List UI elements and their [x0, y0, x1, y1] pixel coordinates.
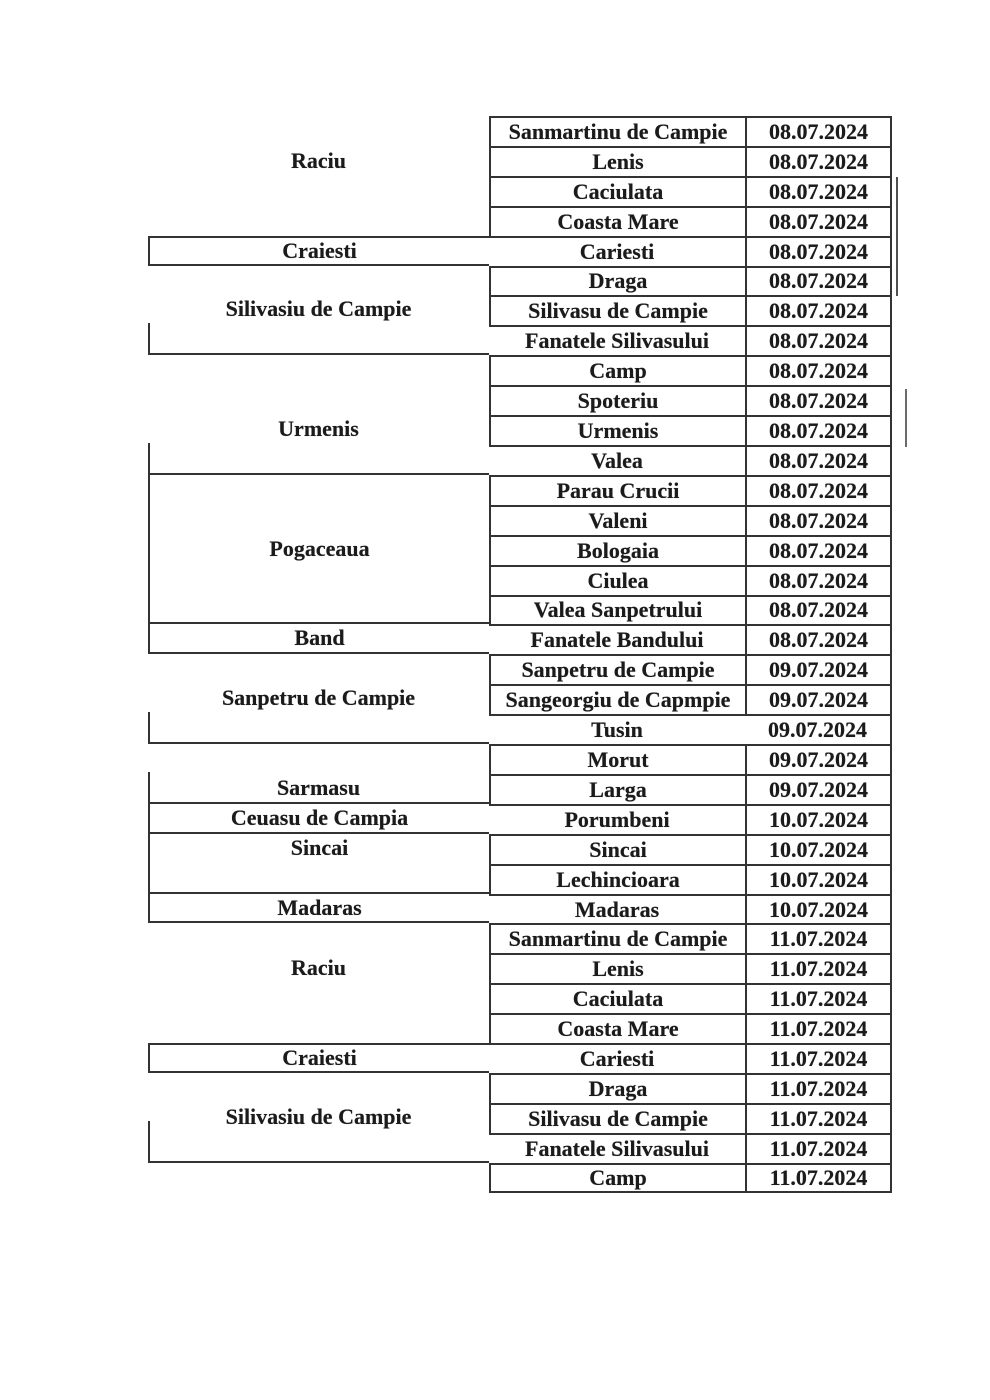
- date-cell: 09.07.2024: [745, 654, 892, 684]
- commune-label: Ceuasu de Campia: [230, 804, 409, 830]
- village-cell: Valeni: [489, 505, 745, 535]
- date-cell: 10.07.2024: [745, 834, 892, 864]
- date-cell: 08.07.2024: [745, 535, 892, 565]
- commune-cell: [148, 1073, 489, 1163]
- village-cell: Coasta Mare: [489, 1013, 745, 1043]
- village-cell: Bologaia: [489, 535, 745, 565]
- commune-label: Silivasiu de Campie: [225, 1103, 412, 1129]
- commune-cell-empty: [148, 1163, 489, 1193]
- village-cell: Cariesti: [489, 1043, 745, 1073]
- date-cell: 11.07.2024: [745, 953, 892, 983]
- village-cell: Larga: [489, 774, 745, 804]
- commune-cell: [148, 894, 489, 924]
- date-cell: 11.07.2024: [745, 923, 892, 953]
- village-cell: Lenis: [489, 953, 745, 983]
- village-cell: Lechincioara: [489, 864, 745, 894]
- village-cell: Sanmartinu de Campie: [489, 116, 745, 146]
- village-cell: Morut: [489, 744, 745, 774]
- date-cell: 08.07.2024: [745, 475, 892, 505]
- date-cell: 08.07.2024: [745, 565, 892, 595]
- date-cell: 08.07.2024: [745, 206, 892, 236]
- village-cell: Caciulata: [489, 176, 745, 206]
- commune-cell: [148, 624, 489, 654]
- commune-label: Raciu: [291, 147, 346, 173]
- commune-cell: [148, 236, 489, 266]
- date-cell: 09.07.2024: [745, 774, 892, 804]
- commune-label: Madaras: [277, 894, 362, 920]
- date-cell: 10.07.2024: [745, 864, 892, 894]
- village-cell: Draga: [489, 266, 745, 296]
- village-cell: Sanpetru de Campie: [489, 654, 745, 684]
- date-cell: 08.07.2024: [745, 116, 892, 146]
- commune-label: Sarmasu: [276, 774, 361, 800]
- commune-label: Pogaceaua: [269, 535, 370, 561]
- date-cell: 08.07.2024: [745, 236, 892, 266]
- commune-village-date-table: [148, 116, 892, 1193]
- village-cell: Sanmartinu de Campie: [489, 923, 745, 953]
- commune-cell: [148, 834, 489, 894]
- date-cell: 09.07.2024: [745, 744, 892, 774]
- commune-label: Sincai: [290, 834, 349, 860]
- commune-cell: [148, 1043, 489, 1073]
- village-cell: Sincai: [489, 834, 745, 864]
- village-cell: Draga: [489, 1073, 745, 1103]
- village-cell: Sangeorgiu de Capmpie: [489, 684, 745, 714]
- village-cell: Tusin: [489, 714, 745, 744]
- date-cell: 10.07.2024: [745, 804, 892, 834]
- date-cell: 08.07.2024: [745, 445, 892, 475]
- date-cell: 08.07.2024: [745, 176, 892, 206]
- date-cell: 08.07.2024: [745, 266, 892, 296]
- village-cell: Fanatele Bandului: [489, 624, 745, 654]
- date-cell: 08.07.2024: [745, 505, 892, 535]
- commune-cell: [148, 744, 489, 804]
- village-cell: Spoteriu: [489, 385, 745, 415]
- date-cell: 09.07.2024: [745, 684, 892, 714]
- date-cell: 11.07.2024: [745, 1043, 892, 1073]
- commune-label: Sanpetru de Campie: [221, 685, 416, 711]
- date-cell: 08.07.2024: [745, 624, 892, 654]
- village-cell: Silivasu de Campie: [489, 295, 745, 325]
- commune-cell: [148, 475, 489, 625]
- village-cell: Ciulea: [489, 565, 745, 595]
- commune-cell: [148, 266, 489, 356]
- date-cell: 11.07.2024: [745, 1073, 892, 1103]
- commune-label: Raciu: [291, 955, 346, 981]
- commune-cell: [148, 654, 489, 744]
- date-cell: 11.07.2024: [745, 1013, 892, 1043]
- commune-label: Craiesti: [282, 1045, 357, 1071]
- scan-artifact-line: [905, 389, 907, 447]
- village-cell: Camp: [489, 355, 745, 385]
- date-cell: 08.07.2024: [745, 355, 892, 385]
- date-cell: 08.07.2024: [745, 146, 892, 176]
- village-cell: Parau Crucii: [489, 475, 745, 505]
- date-cell: 08.07.2024: [745, 415, 892, 445]
- village-cell: Cariesti: [489, 236, 745, 266]
- commune-cell: [148, 355, 489, 475]
- village-cell: Coasta Mare: [489, 206, 745, 236]
- village-cell: Silivasu de Campie: [489, 1103, 745, 1133]
- village-cell: Lenis: [489, 146, 745, 176]
- village-cell: Caciulata: [489, 983, 745, 1013]
- commune-label: Silivasiu de Campie: [225, 296, 412, 322]
- date-cell: 10.07.2024: [745, 894, 892, 924]
- date-cell: 08.07.2024: [745, 325, 892, 355]
- village-cell: Urmenis: [489, 415, 745, 445]
- date-cell: 08.07.2024: [745, 595, 892, 625]
- date-cell: 08.07.2024: [745, 385, 892, 415]
- commune-label: Craiesti: [282, 237, 357, 263]
- date-cell: 11.07.2024: [745, 1103, 892, 1133]
- village-cell: Valea: [489, 445, 745, 475]
- commune-cell: [148, 116, 489, 236]
- village-cell: Madaras: [489, 894, 745, 924]
- village-cell: Camp: [489, 1163, 745, 1193]
- village-cell: Porumbeni: [489, 804, 745, 834]
- commune-label: Urmenis: [278, 416, 359, 442]
- date-cell: 11.07.2024: [745, 1163, 892, 1193]
- village-cell: Fanatele Silivasului: [489, 1133, 745, 1163]
- commune-cell: [148, 804, 489, 834]
- commune-label: Band: [294, 625, 345, 651]
- village-cell: Fanatele Silivasului: [489, 325, 745, 355]
- date-cell: 08.07.2024: [745, 295, 892, 325]
- date-cell: 09.07.2024: [745, 714, 892, 744]
- date-cell: 11.07.2024: [745, 1133, 892, 1163]
- village-cell: Valea Sanpetrului: [489, 595, 745, 625]
- commune-cell: [148, 923, 489, 1043]
- scan-artifact-line: [896, 177, 898, 296]
- date-cell: 11.07.2024: [745, 983, 892, 1013]
